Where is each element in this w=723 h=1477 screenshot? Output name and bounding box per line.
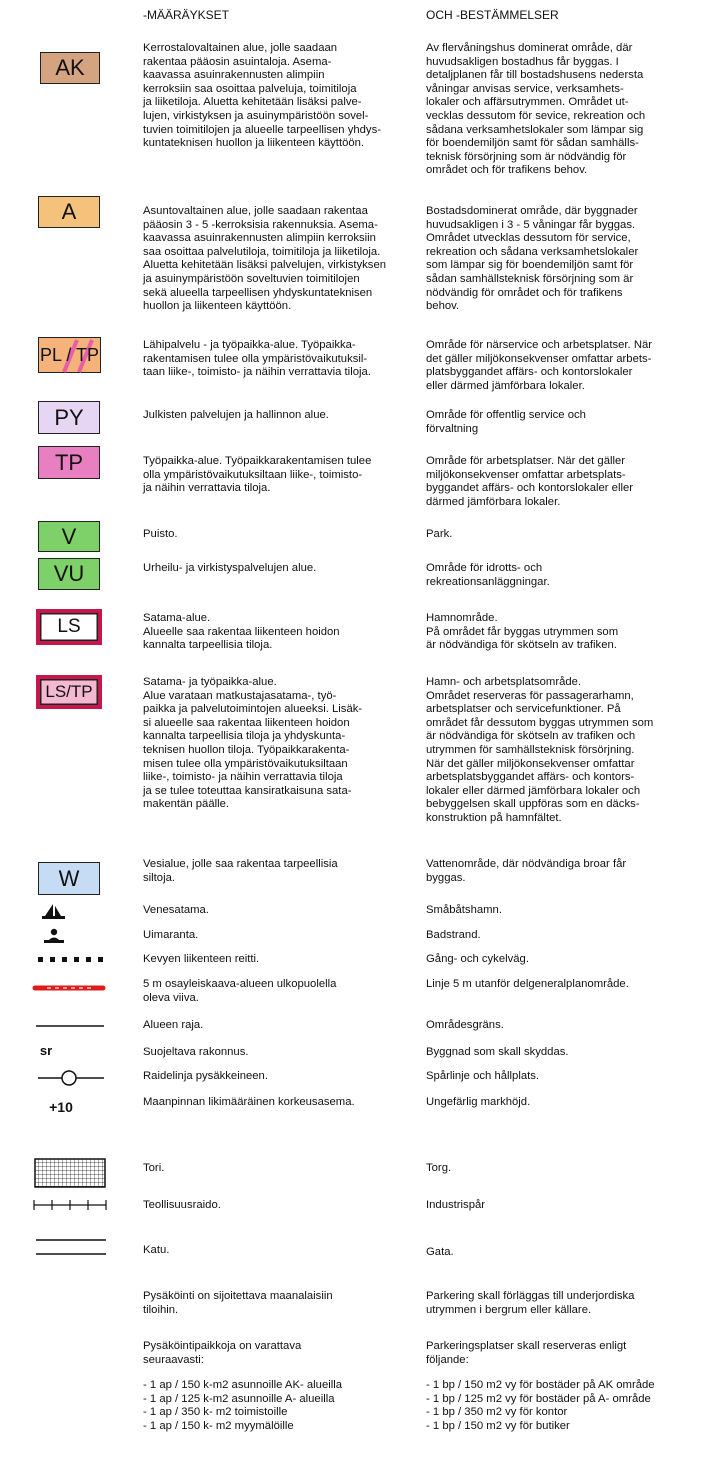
ls-tp-text-fi: Satama- ja työpaikka-alue. Alue varataan matkustajasatama-, työ- paikka ja palvelutoimintojen alueeksi. Lisäk- si alueelle saa rakentaa liikenteen hoidon kannalta tarpeellisia tiloja ja yhdyskunta- teknisen huollon tiloja. Työpaikkarakenta- misen tulee olla ympäristövaikutuksiltaan liike-, toimisto- ja näihin verrattavia tiloja ja se tulee toteuttaa kansiratkaisuna sata- makentän päälle. (143, 676, 363, 811)
industrial-text-sv: Industrispår (426, 1199, 486, 1211)
parking2-text-sv: Parkeringsplatser skall reserveras enligt följande: (426, 1340, 627, 1366)
square-text-fi: Tori. (143, 1162, 165, 1174)
tp-text-fi: Työpaikka-alue. Työpaikkarakentamisen tulee olla ympäristövaikutuksiltaan liike-, toimisto- ja näihin verrattavia tiloja. (143, 455, 372, 495)
path-text-sv: Gång- och cykelväg. (426, 953, 529, 965)
industrial-track-icon (33, 1199, 107, 1211)
height-text-sv: Ungefärlig markhöjd. (426, 1096, 531, 1108)
height-text-fi: Maanpinnan likimääräinen korkeusasema. (143, 1096, 355, 1108)
beach-text-sv: Badstrand. (426, 929, 481, 941)
ak-text-fi: Kerrostalovaltainen alue, jolle saadaan rakentaa pääosin asuintaloja. Asema- kaavassa asuinrakennusten alimpiin kerroksiin saa osoittaa palveluja, toimitiloja ja liiketiloja. Aluetta kehitetään lisäksi palve- lujen, virkistyksen ja asuinympäristöön sovel- tuvien toimitilojen ja alueelle tarpeellisen yhdys- kuntateknisen huollon ja liikenteen käyttöön. (143, 42, 381, 150)
a-text-fi: Asuntovaltainen alue, jolle saadaan rakentaa pääosin 3 - 5 -kerroksisia rakennuksia. Asema- kaavassa asuinrakennusten alimpiin kerroksiin saa osoittaa palvelutiloja, toimitiloja ja liiketiloja. Aluetta kehitetään lisäksi palvelujen, virkistyksen ja asuinympäristöön soveltuvien toimitilojen sekä alueella tarpeellisen yhdyskuntateknisen huollon ja liikenteen käyttöön. (143, 205, 387, 313)
ak-symbol: AK (40, 52, 100, 84)
sr-text-sv: Byggnad som skall skyddas. (426, 1046, 569, 1058)
solid-line-icon (36, 1024, 104, 1028)
double-line-icon (36, 1238, 106, 1256)
v-text-sv: Park. (426, 528, 453, 540)
pl-tp-symbol: PL / TP (38, 337, 101, 373)
header-fi: -MÄÄRÄYKSET (143, 8, 230, 22)
vu-symbol: VU (38, 558, 100, 590)
street-text-fi: Katu. (143, 1244, 170, 1256)
square-text-sv: Torg. (426, 1162, 452, 1174)
dotted-line-icon (36, 955, 104, 963)
pl-tp-text-sv: Område för närservice och arbetsplatser. När det gäller miljökonsekvenser omfattar arbets- platsbyggandet affärs- och kontorslokaler eller därmed jämförbara lokaler. (426, 339, 653, 392)
ak-text-sv: Av flervåningshus dominerat område, där huvudsakligen bostadhus får byggas. I detaljplanen får till bostadshusens nedersta våningar anvisas service, verksamhets- lokaler och affärsutrymmen. Området ut- vecklas dessutom för sevice, rekreation och sådana verksamhetslokaler som lämpar sig för boendemiljön samt för sådan samhälls- teknisk försörjning som är nödvändig för området och för trafikens behov. (426, 42, 646, 177)
parking1-text-sv: Parkering skall förläggas till underjordiska utrymmen i bergrum eller källare. (426, 1290, 635, 1316)
w-text-fi: Vesialue, jolle saa rakentaa tarpeellisia siltoja. (143, 858, 338, 884)
ls-tp-text-sv: Hamn- och arbetsplatsområde. Området reserveras för passagerarhamn, arbetsplatser och servicefunktioner. På området får dessutom byggas utrymmen som är nödvändiga för skötseln av trafiken och utrymmen för samhällsteknisk försörjning. När det gäller miljökonsekvenser omfattar arbetsplatsbyggandet affärs- och kontors- lokaler eller därmed jämförbara lokaler och bebyggelsen skall uppföras som en däcks- konstruktion på hamnfältet. (426, 676, 654, 824)
redline-text-sv: Linje 5 m utanför delgeneralplanområde. (426, 978, 629, 990)
ls-tp-symbol: LS/TP (36, 675, 102, 709)
vu-text-fi: Urheilu- ja virkistyspalvelujen alue. (143, 562, 317, 574)
boat-text-fi: Venesatama. (143, 904, 209, 916)
pl-tp-text-fi: Lähipalvelu - ja työpaikka-alue. Työpaikka- rakentamisen tulee olla ympäristövaikutuksil- taan liike-, toimisto- ja näihin verrattavia tiloja. (143, 339, 371, 379)
a-symbol: A (38, 196, 100, 228)
sailboat-icon (42, 902, 66, 920)
ls-symbol: LS (36, 609, 102, 645)
sr-symbol: sr (39, 1042, 53, 1058)
w-symbol: W (38, 862, 100, 895)
tp-symbol: TP (38, 446, 100, 479)
boundary-text-sv: Områdesgräns. (426, 1019, 504, 1031)
vu-text-sv: Område för idrotts- och rekreationsanläggningar. (426, 562, 550, 588)
height-symbol: +10 (49, 1099, 73, 1115)
py-text-sv: Område för offentlig service och förvaltning (426, 409, 586, 435)
header-sv: OCH -BESTÄMMELSER (426, 8, 559, 22)
parking3-text-sv: - 1 bp / 150 m2 vy för bostäder på AK område - 1 bp / 125 m2 vy för bostäder på A- område - 1 bp / 350 m2 vy för kontor - 1 bp / 150 m2 vy för butiker (426, 1379, 655, 1432)
grid-square-icon (34, 1158, 106, 1188)
street-text-sv: Gata. (426, 1246, 454, 1258)
beach-text-fi: Uimaranta. (143, 929, 199, 941)
red-dashed-line-icon (33, 983, 105, 993)
w-text-sv: Vattenområde, där nödvändiga broar får byggas. (426, 858, 627, 884)
ls-text-sv: Hamnområde. På området får byggas utrymmen som är nödvändiga för skötseln av trafiken. (426, 612, 619, 652)
ls-text-fi: Satama-alue. Alueelle saa rakentaa liikenteen hoidon kannalta tarpeellisia tiloja. (143, 612, 340, 652)
rail-text-sv: Spårlinje och hållplats. (426, 1070, 540, 1082)
a-text-sv: Bostadsdominerat område, där byggnader huvudsakligen i 3 - 5 våningar får byggas. Området utvecklas dessutom för service, rekreation och sådana verksamhetslokaler som lämpar sig för boendemiljön samt för sådan samhällsteknisk försörjning som är nödvändig för området och för trafikens behov. (426, 205, 639, 313)
sr-text-fi: Suojeltava rakonnus. (143, 1046, 249, 1058)
boundary-text-fi: Alueen raja. (143, 1019, 204, 1031)
boat-text-sv: Småbåtshamn. (426, 904, 502, 916)
swimmer-icon (43, 928, 65, 944)
tp-text-sv: Område för arbetsplatser. När det gäller miljökonsekvenser omfattar arbetsplats- byggandet affärs- och kontorslokaler eller därmed jämförbara lokaler. (426, 455, 634, 508)
v-text-fi: Puisto. (143, 528, 178, 540)
industrial-text-fi: Teollisuusraido. (143, 1199, 221, 1211)
v-symbol: V (38, 521, 100, 552)
path-text-fi: Kevyen liikenteen reitti. (143, 953, 260, 965)
rail-text-fi: Raidelinja pysäkkeineen. (143, 1070, 268, 1082)
parking1-text-fi: Pysäköinti on sijoitettava maanalaisiin tiloihin. (143, 1290, 333, 1316)
parking3-text-fi: - 1 ap / 150 k-m2 asunnoille AK- alueilla - 1 ap / 125 k-m2 asunnoille A- alueilla - 1 ap / 350 k- m2 toimistoille - 1 ap / 150 k- m2 myymälöille (143, 1379, 343, 1432)
redline-text-fi: 5 m osayleiskaava-alueen ulkopuolella oleva viiva. (143, 978, 337, 1004)
py-text-fi: Julkisten palvelujen ja hallinnon alue. (143, 409, 329, 421)
parking2-text-fi: Pysäköintipaikkoja on varattava seuraavasti: (143, 1340, 302, 1366)
py-symbol: PY (38, 401, 100, 434)
rail-stop-icon (38, 1069, 104, 1087)
